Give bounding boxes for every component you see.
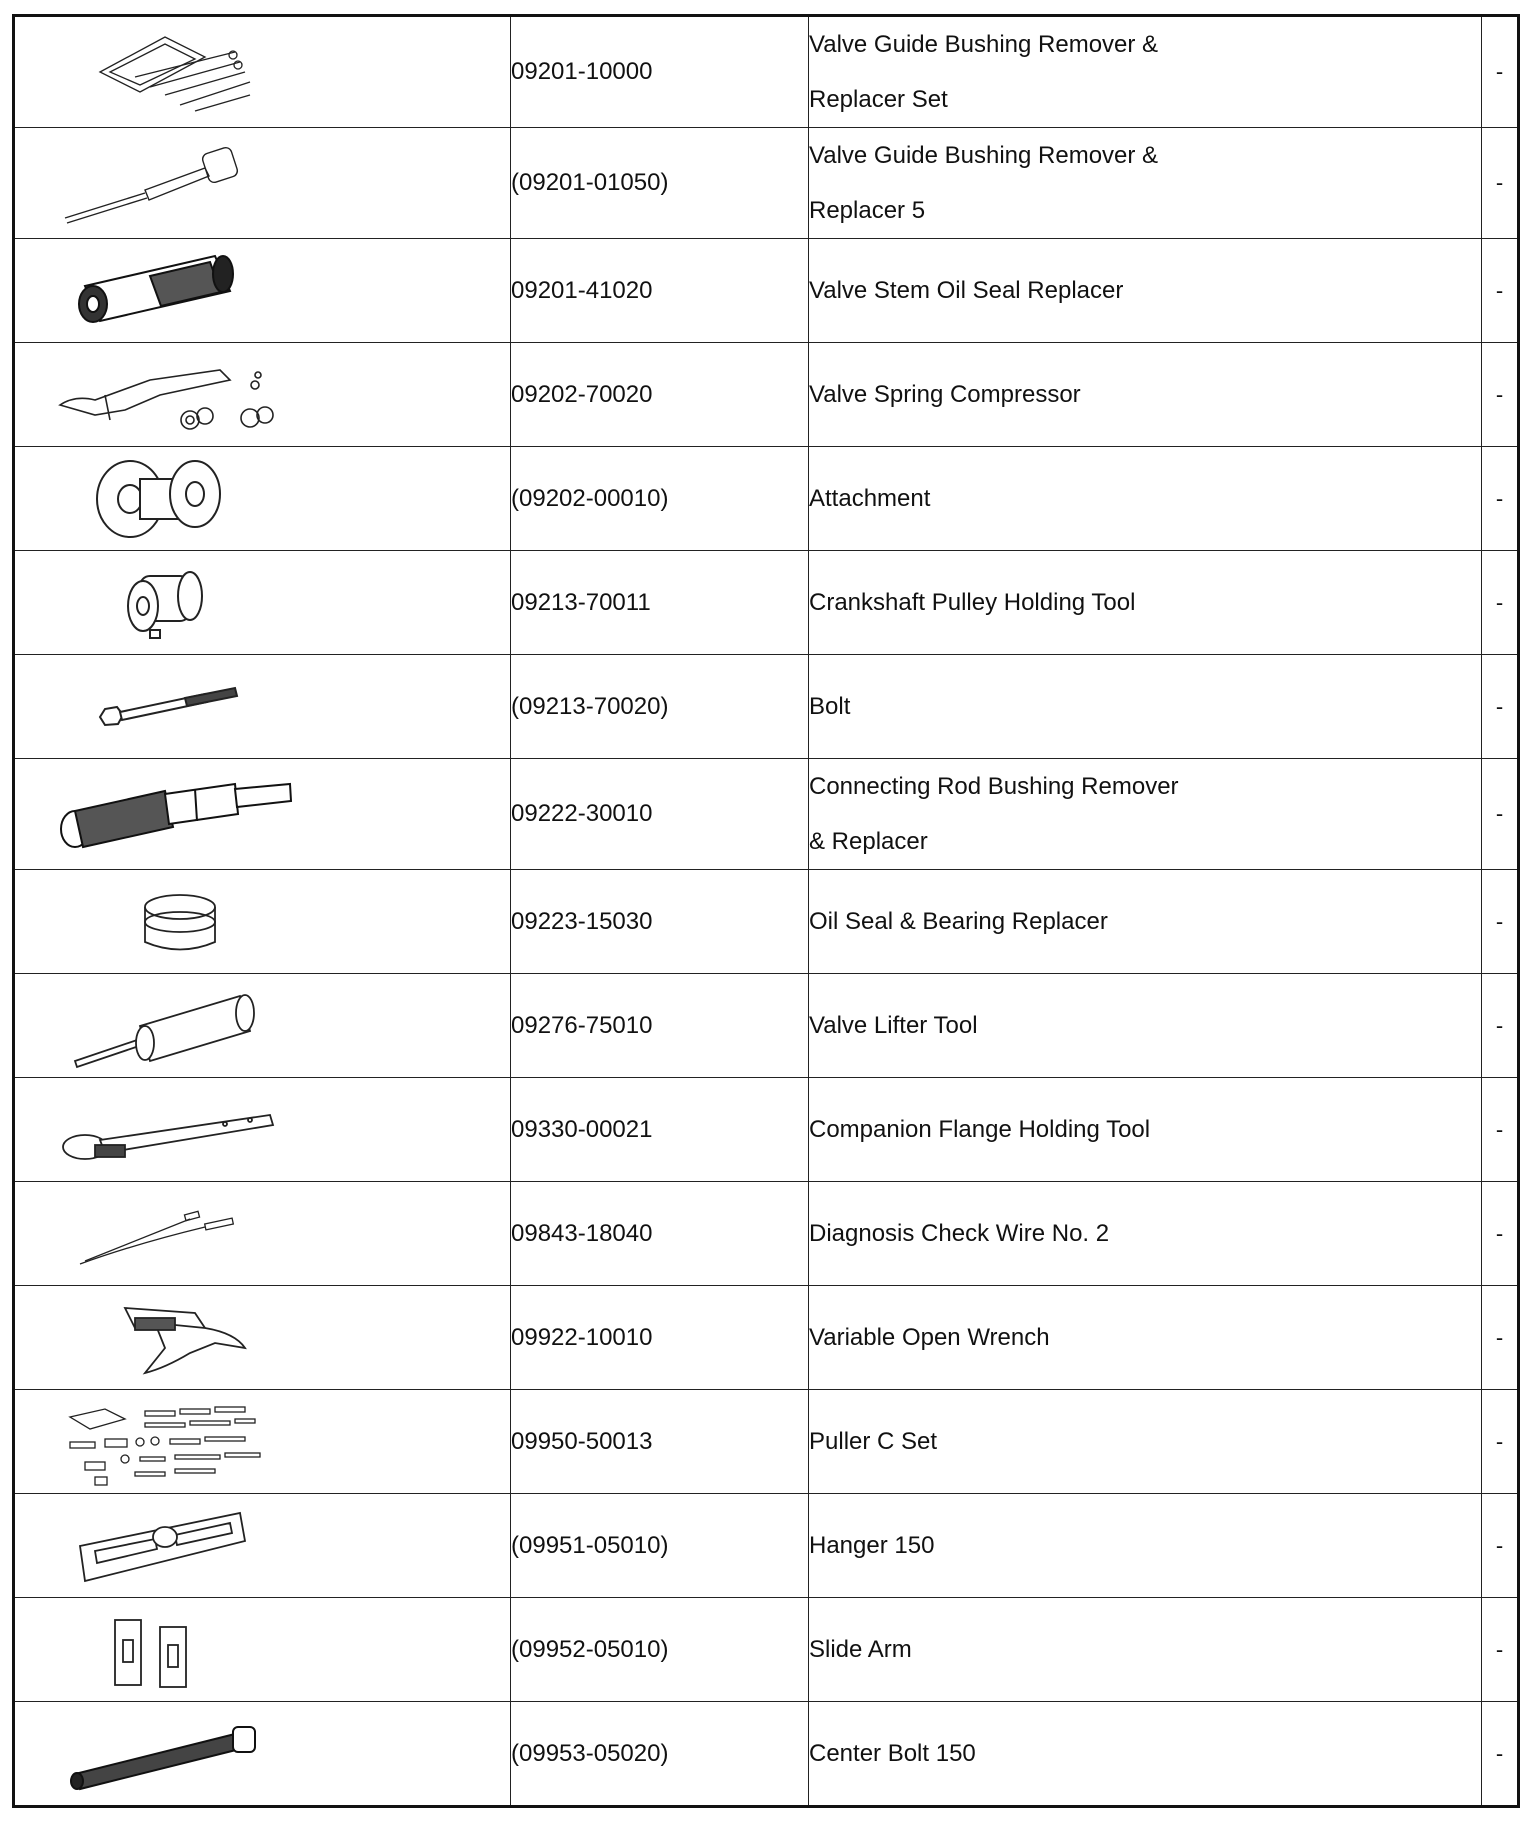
part-number: 09922-10010 — [511, 1286, 809, 1390]
remarks: - — [1482, 1182, 1519, 1286]
tool-name: Connecting Rod Bushing Remover & Replacer — [809, 759, 1482, 870]
pulley-holding-tool-icon — [55, 558, 255, 648]
tool-name: Center Bolt 150 — [809, 1702, 1482, 1807]
tool-image-cell — [14, 1182, 511, 1286]
table-row — [14, 974, 1519, 1078]
tool-image-cell — [14, 870, 511, 974]
tool-image-cell — [14, 16, 511, 128]
table-row — [14, 1494, 1519, 1598]
tool-image-cell — [14, 447, 511, 551]
part-number: (09952-05010) — [511, 1598, 809, 1702]
table-row — [14, 447, 1519, 551]
remarks: - — [1482, 447, 1519, 551]
tool-image-cell — [14, 1286, 511, 1390]
part-number: 09202-70020 — [511, 343, 809, 447]
tool-image-cell — [14, 759, 511, 870]
valve-lifter-icon — [55, 981, 275, 1071]
part-number: 09213-70011 — [511, 551, 809, 655]
part-number: 09276-75010 — [511, 974, 809, 1078]
table-row — [14, 1702, 1519, 1807]
tool-image-cell — [14, 1390, 511, 1494]
tool-name: Valve Guide Bushing Remover & Replacer 5 — [809, 128, 1482, 239]
spring-compressor-icon — [55, 350, 285, 440]
bolt-icon — [55, 662, 255, 752]
special-tools-table — [12, 14, 1520, 1808]
remarks: - — [1482, 551, 1519, 655]
tool-name: Oil Seal & Bearing Replacer — [809, 870, 1482, 974]
valve-guide-set-icon — [55, 27, 255, 117]
bushing-remover-icon — [55, 769, 295, 859]
knurled-sleeve-icon — [55, 246, 255, 336]
table-row — [14, 1078, 1519, 1182]
remarks: - — [1482, 1598, 1519, 1702]
open-wrench-icon — [55, 1293, 255, 1383]
tool-name: Crankshaft Pulley Holding Tool — [809, 551, 1482, 655]
tool-image-cell — [14, 239, 511, 343]
tool-name: Diagnosis Check Wire No. 2 — [809, 1182, 1482, 1286]
remarks: - — [1482, 343, 1519, 447]
remarks: - — [1482, 974, 1519, 1078]
part-number: 09201-41020 — [511, 239, 809, 343]
tool-image-cell — [14, 655, 511, 759]
part-number: 09950-50013 — [511, 1390, 809, 1494]
tool-name: Valve Spring Compressor — [809, 343, 1482, 447]
tool-name: Valve Stem Oil Seal Replacer — [809, 239, 1482, 343]
table-row — [14, 759, 1519, 870]
remarks: - — [1482, 759, 1519, 870]
center-bolt-icon — [55, 1709, 275, 1799]
tool-image-cell — [14, 1702, 511, 1807]
part-number: 09223-15030 — [511, 870, 809, 974]
tool-name: Variable Open Wrench — [809, 1286, 1482, 1390]
ring-replacer-icon — [55, 877, 255, 967]
remarks: - — [1482, 16, 1519, 128]
remarks: - — [1482, 1702, 1519, 1807]
part-number: (09951-05010) — [511, 1494, 809, 1598]
tool-name: Valve Guide Bushing Remover & Replacer Set — [809, 16, 1482, 128]
part-number: 09330-00021 — [511, 1078, 809, 1182]
table-row — [14, 1182, 1519, 1286]
table-row — [14, 551, 1519, 655]
remarks: - — [1482, 1286, 1519, 1390]
check-wire-icon — [55, 1189, 255, 1279]
remarks: - — [1482, 1390, 1519, 1494]
attachment-icon — [55, 454, 255, 544]
tool-name: Valve Lifter Tool — [809, 974, 1482, 1078]
table-row — [14, 239, 1519, 343]
tool-name: Hanger 150 — [809, 1494, 1482, 1598]
table-row — [14, 343, 1519, 447]
tool-name: Companion Flange Holding Tool — [809, 1078, 1482, 1182]
tool-image-cell — [14, 974, 511, 1078]
table-row — [14, 655, 1519, 759]
table-row — [14, 128, 1519, 239]
part-number: 09201-10000 — [511, 16, 809, 128]
tool-name: Bolt — [809, 655, 1482, 759]
remarks: - — [1482, 870, 1519, 974]
tool-image-cell — [14, 128, 511, 239]
tool-name: Slide Arm — [809, 1598, 1482, 1702]
table-row — [14, 16, 1519, 128]
flange-holding-tool-icon — [55, 1085, 285, 1175]
table-row — [14, 1286, 1519, 1390]
hanger-icon — [55, 1501, 275, 1591]
tool-image-cell — [14, 1078, 511, 1182]
table-row — [14, 1598, 1519, 1702]
part-number: (09202-00010) — [511, 447, 809, 551]
remarks: - — [1482, 128, 1519, 239]
slide-arm-icon — [55, 1605, 255, 1695]
part-number: (09953-05020) — [511, 1702, 809, 1807]
tool-image-cell — [14, 1494, 511, 1598]
tool-image-cell — [14, 343, 511, 447]
remarks: - — [1482, 1078, 1519, 1182]
table-row — [14, 870, 1519, 974]
tool-name: Attachment — [809, 447, 1482, 551]
tool-image-cell — [14, 551, 511, 655]
part-number: 09222-30010 — [511, 759, 809, 870]
table-row — [14, 1390, 1519, 1494]
tool-name: Puller C Set — [809, 1390, 1482, 1494]
part-number: 09843-18040 — [511, 1182, 809, 1286]
part-number: (09201-01050) — [511, 128, 809, 239]
remarks: - — [1482, 1494, 1519, 1598]
part-number: (09213-70020) — [511, 655, 809, 759]
remover-rod-icon — [55, 138, 275, 228]
remarks: - — [1482, 655, 1519, 759]
tool-image-cell — [14, 1598, 511, 1702]
puller-set-icon — [55, 1397, 275, 1487]
remarks: - — [1482, 239, 1519, 343]
